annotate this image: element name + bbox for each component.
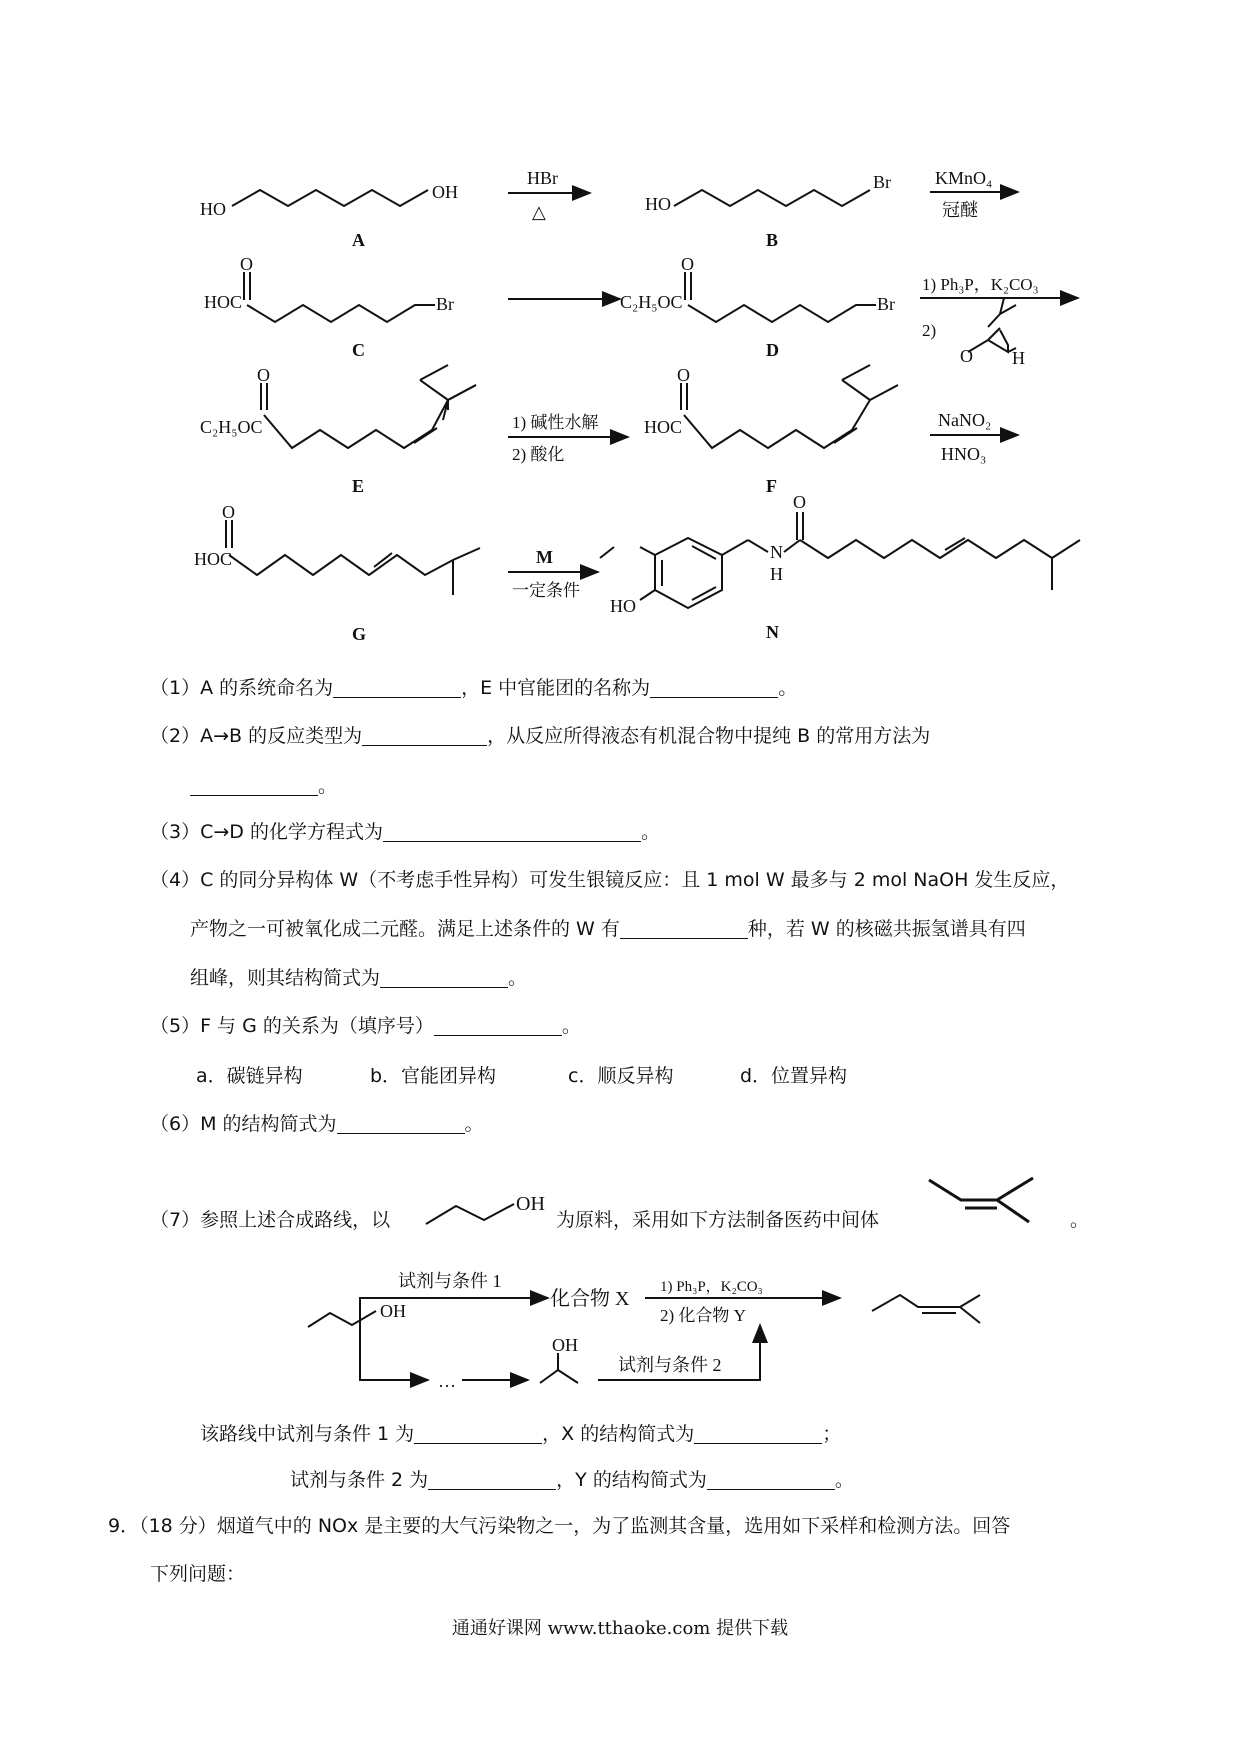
arrow6-bottom: HNO₃ <box>941 444 987 464</box>
question-4: （4）C 的同分异构体 W（不考虑手性异构）可发生银镜反应：且 1 mol W 最多与 2 mol NaOH 发生反应， <box>150 869 1070 891</box>
page-footer: 通通好课网 www.tthaoke.com 提供下载 <box>451 1618 789 1639</box>
aldehyde-structure <box>968 330 1008 352</box>
N-H: H <box>770 564 783 584</box>
arrow2-bottom: 冠醚 <box>942 200 978 220</box>
D-O: O <box>681 254 694 274</box>
B-right: Br <box>873 172 891 192</box>
arrow1-bottom: △ <box>532 202 546 222</box>
propanol-structure <box>418 1184 558 1234</box>
route-start-OH: OH <box>380 1301 406 1321</box>
N-HO: HO <box>610 596 636 616</box>
question-7-answer1: 该路线中试剂与条件 1 为 ，X 的结构简式为 ； <box>200 1423 842 1445</box>
label-G: G <box>352 624 367 644</box>
question-9: 9．（18 分）烟道气中的 NOx 是主要的大气污染物之一，为了监测其含量，选用如下采样和检测方法。回答 <box>108 1515 1011 1537</box>
answer-blank[interactable] <box>380 967 508 988</box>
answer-blank[interactable] <box>414 1423 542 1444</box>
C-O: O <box>240 254 253 274</box>
answer-blank[interactable] <box>434 1015 562 1036</box>
C-left: HOC <box>204 292 243 312</box>
arrow4-step2: 2) <box>922 321 937 340</box>
option-d[interactable]: d．位置异构 <box>740 1065 848 1087</box>
target-alkene-structure <box>925 1170 1065 1240</box>
arrow7-top: M <box>536 547 553 567</box>
compound-D-chain <box>688 305 876 322</box>
C-right: Br <box>436 294 454 314</box>
E-left: C₂H₅OC <box>200 417 263 437</box>
answer-blank[interactable] <box>650 677 778 698</box>
question-4-line3: 组峰，则其结构简式为 。 <box>190 967 528 989</box>
option-c[interactable]: c．顺反异构 <box>568 1065 674 1087</box>
question-7-mid: 为原料，采用如下方法制备医药中间体 <box>556 1209 880 1231</box>
question-4-line2: 产物之一可被氧化成二元醛。满足上述条件的 W 有 种，若 W 的核磁共振氢谱具有四 <box>190 918 1026 940</box>
answer-blank[interactable] <box>707 1469 835 1490</box>
question-3: （3）C→D 的化学方程式为 。 <box>150 821 660 843</box>
route-step2: 2) 化合物 Y <box>660 1306 746 1325</box>
answer-blank[interactable] <box>694 1423 822 1444</box>
answer-blank[interactable] <box>620 918 748 939</box>
compound-G-chain <box>229 548 480 575</box>
question-5: （5）F 与 G 的关系为（填序号） 。 <box>150 1015 581 1037</box>
question-9-line2: 下列问题： <box>150 1563 246 1585</box>
route-X: 化合物 X <box>550 1288 630 1310</box>
route-step1: 1) Ph₃P，K₂CO₃ <box>660 1279 763 1295</box>
arrow5-step1: 1) 碱性水解 <box>512 413 599 432</box>
label-E: E <box>352 476 365 496</box>
label-F: F <box>766 476 777 496</box>
B-left: HO <box>645 194 671 214</box>
compound-B-chain <box>674 190 870 206</box>
arrow2-top: KMnO₄ <box>935 168 993 188</box>
label-N: N <box>766 622 779 642</box>
compound-A-chain <box>232 190 428 206</box>
compound-E-chain <box>264 385 476 448</box>
answer-blank[interactable] <box>337 1113 465 1134</box>
question-7-answer2: 试剂与条件 2 为 ，Y 的结构简式为 。 <box>290 1469 854 1491</box>
option-a[interactable]: a．碳链异构 <box>196 1065 303 1087</box>
D-right: Br <box>877 294 895 314</box>
E-O: O <box>257 365 270 385</box>
arrow4-step1: 1) Ph₃P，K₂CO₃ <box>922 275 1039 294</box>
N-O: O <box>793 492 806 512</box>
N-N: N <box>770 542 783 562</box>
label-C: C <box>352 340 365 360</box>
option-b[interactable]: b．官能团异构 <box>370 1065 497 1087</box>
arrow7-bottom: 一定条件 <box>512 581 580 600</box>
svg-text:OH: OH <box>516 1193 545 1215</box>
D-left: C₂H₅OC <box>620 292 683 312</box>
arrow6-top: NaNO₂ <box>938 410 992 430</box>
answer-blank[interactable] <box>333 677 461 698</box>
compound-N-chain <box>800 540 1080 558</box>
q7-route-diagram <box>300 1265 1060 1415</box>
label-B: B <box>766 230 779 250</box>
route-dots: … <box>438 1371 456 1391</box>
route-cond2: 试剂与条件 2 <box>618 1355 722 1375</box>
question-7-end: 。 <box>1070 1209 1090 1231</box>
G-left: HOC <box>194 549 233 569</box>
answer-blank[interactable] <box>428 1469 556 1490</box>
compound-C-chain <box>247 305 435 322</box>
question-1: （1）A 的系统命名为 ，E 中官能团的名称为 。 <box>150 677 798 699</box>
A-right: OH <box>432 182 458 202</box>
arrow1-top: HBr <box>527 168 558 188</box>
route-iso-OH: OH <box>552 1335 578 1355</box>
question-7-lead: （7）参照上述合成路线，以 <box>150 1209 391 1231</box>
label-A: A <box>352 230 365 250</box>
compound-F-chain <box>684 385 898 448</box>
question-2: （2）A→B 的反应类型为 ，从反应所得液态有机混合物中提纯 B 的常用方法为 <box>150 725 931 747</box>
synthesis-scheme <box>0 0 1240 660</box>
answer-blank[interactable] <box>362 725 487 746</box>
arrow5-step2: 2) 酸化 <box>512 445 565 464</box>
question-6: （6）M 的结构简式为 。 <box>150 1113 484 1135</box>
ald-H: H <box>1012 348 1025 368</box>
answer-blank[interactable] <box>190 775 318 796</box>
question-2-cont: 。 <box>190 772 337 800</box>
ald-O: O <box>960 346 973 366</box>
F-left: HOC <box>644 417 683 437</box>
label-D: D <box>766 340 779 360</box>
G-O: O <box>222 502 235 522</box>
route-cond1: 试剂与条件 1 <box>398 1271 502 1291</box>
answer-blank[interactable] <box>383 821 641 842</box>
F-O: O <box>677 365 690 385</box>
A-left: HO <box>200 199 226 219</box>
compound-N-ring <box>655 538 722 608</box>
